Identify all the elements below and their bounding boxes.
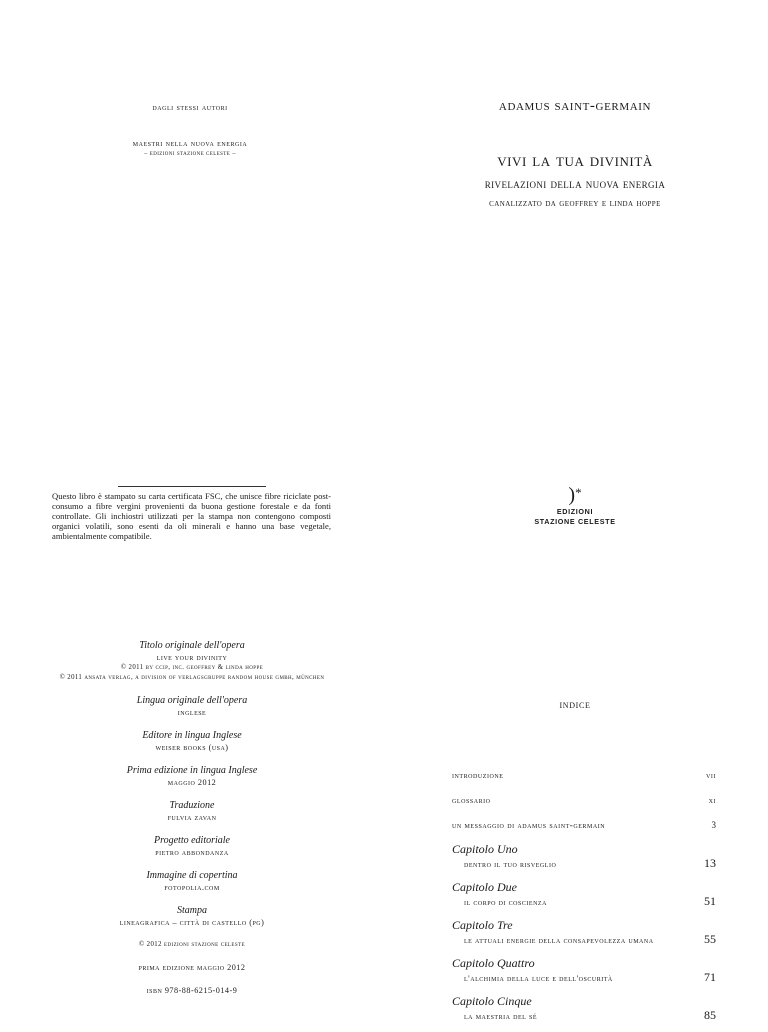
chapter-title: le attuali energie della consapevolezza umana — [464, 935, 654, 945]
copyright-line-2: © 2011 ansata verlag, a division of verlagsgruppe random house gmbh, münchen — [59, 674, 325, 681]
chapter-title: la maestria del sé — [464, 1011, 538, 1021]
colophon — [52, 640, 332, 1008]
copyright-line-1: © 2011 by ccip, inc. geoffrey & linda hoppe — [120, 664, 264, 671]
toc-entry-page: vii — [706, 770, 716, 780]
english-publisher: weiser books (usa) — [155, 743, 229, 752]
chapter-entry — [452, 842, 716, 880]
book-subtitle: rivelazioni della nuova energia — [484, 176, 666, 191]
chapter-entry — [452, 918, 716, 956]
chapter-page: 85 — [704, 1008, 716, 1022]
chapter-title: dentro il tuo risveglio — [464, 859, 557, 869]
other-work-title: maestri nella nuova energia — [132, 138, 248, 148]
publisher-name-line1: EDIZIONI — [556, 507, 594, 516]
fsc-divider — [118, 486, 266, 487]
original-language-label: Lingua originale dell'opera — [136, 695, 248, 706]
chapter-name: Capitolo Cinque — [452, 994, 532, 1008]
toc-row — [452, 770, 716, 784]
print-label: Stampa — [177, 905, 207, 916]
toc-entry-label: un messaggio di adamus saint-germain — [452, 820, 606, 830]
toc-row — [452, 795, 716, 809]
translator: fulvia zavan — [167, 813, 217, 822]
publisher-name-line2: STAZIONE CELESTE — [534, 517, 616, 526]
book-title: vivi la tua divinità — [497, 150, 653, 171]
cover-label: Immagine di copertina — [146, 870, 238, 881]
chapter-title: l'alchimia della luce e dell'oscurità — [464, 973, 613, 983]
fsc-note: Questo libro è stampato su carta certificata FSC, che unisce fibre riciclate post-consumo a fibre vergini provenienti da buona gestione forestale e da fonti controllate. Gli inchiostri utilizzati per la stampa non contengono composti organici volatili, sono esenti da oli minerali e hanno una base vegetale, ambientalmente compatibile. — [52, 491, 331, 542]
copyright-edition: © 2012 edizioni stazione celeste — [139, 941, 245, 948]
toc-entry-label: introduzione — [452, 770, 504, 780]
translation-label: Traduzione — [169, 800, 215, 811]
chapter-title: il corpo di coscienza — [464, 897, 547, 907]
chapter-page: 13 — [704, 856, 716, 870]
index-heading: indice — [559, 699, 591, 711]
chapter-page: 51 — [704, 894, 716, 908]
first-english-edition-label: Prima edizione in lingua Inglese — [126, 765, 258, 776]
chapter-entry — [452, 956, 716, 994]
chapter-page: 71 — [704, 970, 716, 984]
original-language: inglese — [177, 708, 207, 717]
chapter-entry — [452, 994, 716, 1032]
chapter-page: 55 — [704, 932, 716, 946]
publisher-logo — [515, 485, 635, 527]
other-work-publisher: – edizioni stazione celeste – — [144, 150, 236, 157]
other-works-heading: dagli stessi autori — [152, 102, 228, 112]
english-publisher-label: Editore in lingua Inglese — [142, 730, 242, 741]
toc-entry-page: 3 — [711, 820, 716, 830]
table-of-contents — [452, 770, 716, 1032]
chapter-name: Capitolo Due — [452, 880, 517, 894]
first-edition: prima edizione maggio 2012 — [138, 963, 246, 972]
chapter-name: Capitolo Quattro — [452, 956, 535, 970]
cover-credit: fotopolia.com — [164, 883, 220, 892]
first-english-edition: maggio 2012 — [167, 778, 217, 787]
isbn: isbn 978-88-6215-014-9 — [146, 986, 238, 995]
toc-row — [452, 820, 716, 834]
printer: lineagrafica – città di castello (pg) — [119, 918, 265, 927]
toc-entry-page: xi — [708, 795, 716, 805]
editorial-label: Progetto editoriale — [153, 835, 230, 846]
original-title: live your divinity — [156, 653, 228, 662]
toc-entry-label: glossario — [452, 795, 491, 805]
editor: pietro abbondanza — [155, 848, 229, 857]
publisher-mark-icon: )* — [568, 484, 582, 506]
channeled-by: canalizzato da geoffrey e linda hoppe — [489, 198, 661, 209]
original-title-label: Titolo originale dell'opera — [139, 640, 245, 651]
chapter-name: Capitolo Uno — [452, 842, 518, 856]
other-works-block — [90, 102, 290, 157]
chapter-entry — [452, 880, 716, 918]
chapter-name: Capitolo Tre — [452, 918, 513, 932]
author-name: adamus saint-germain — [498, 98, 652, 114]
